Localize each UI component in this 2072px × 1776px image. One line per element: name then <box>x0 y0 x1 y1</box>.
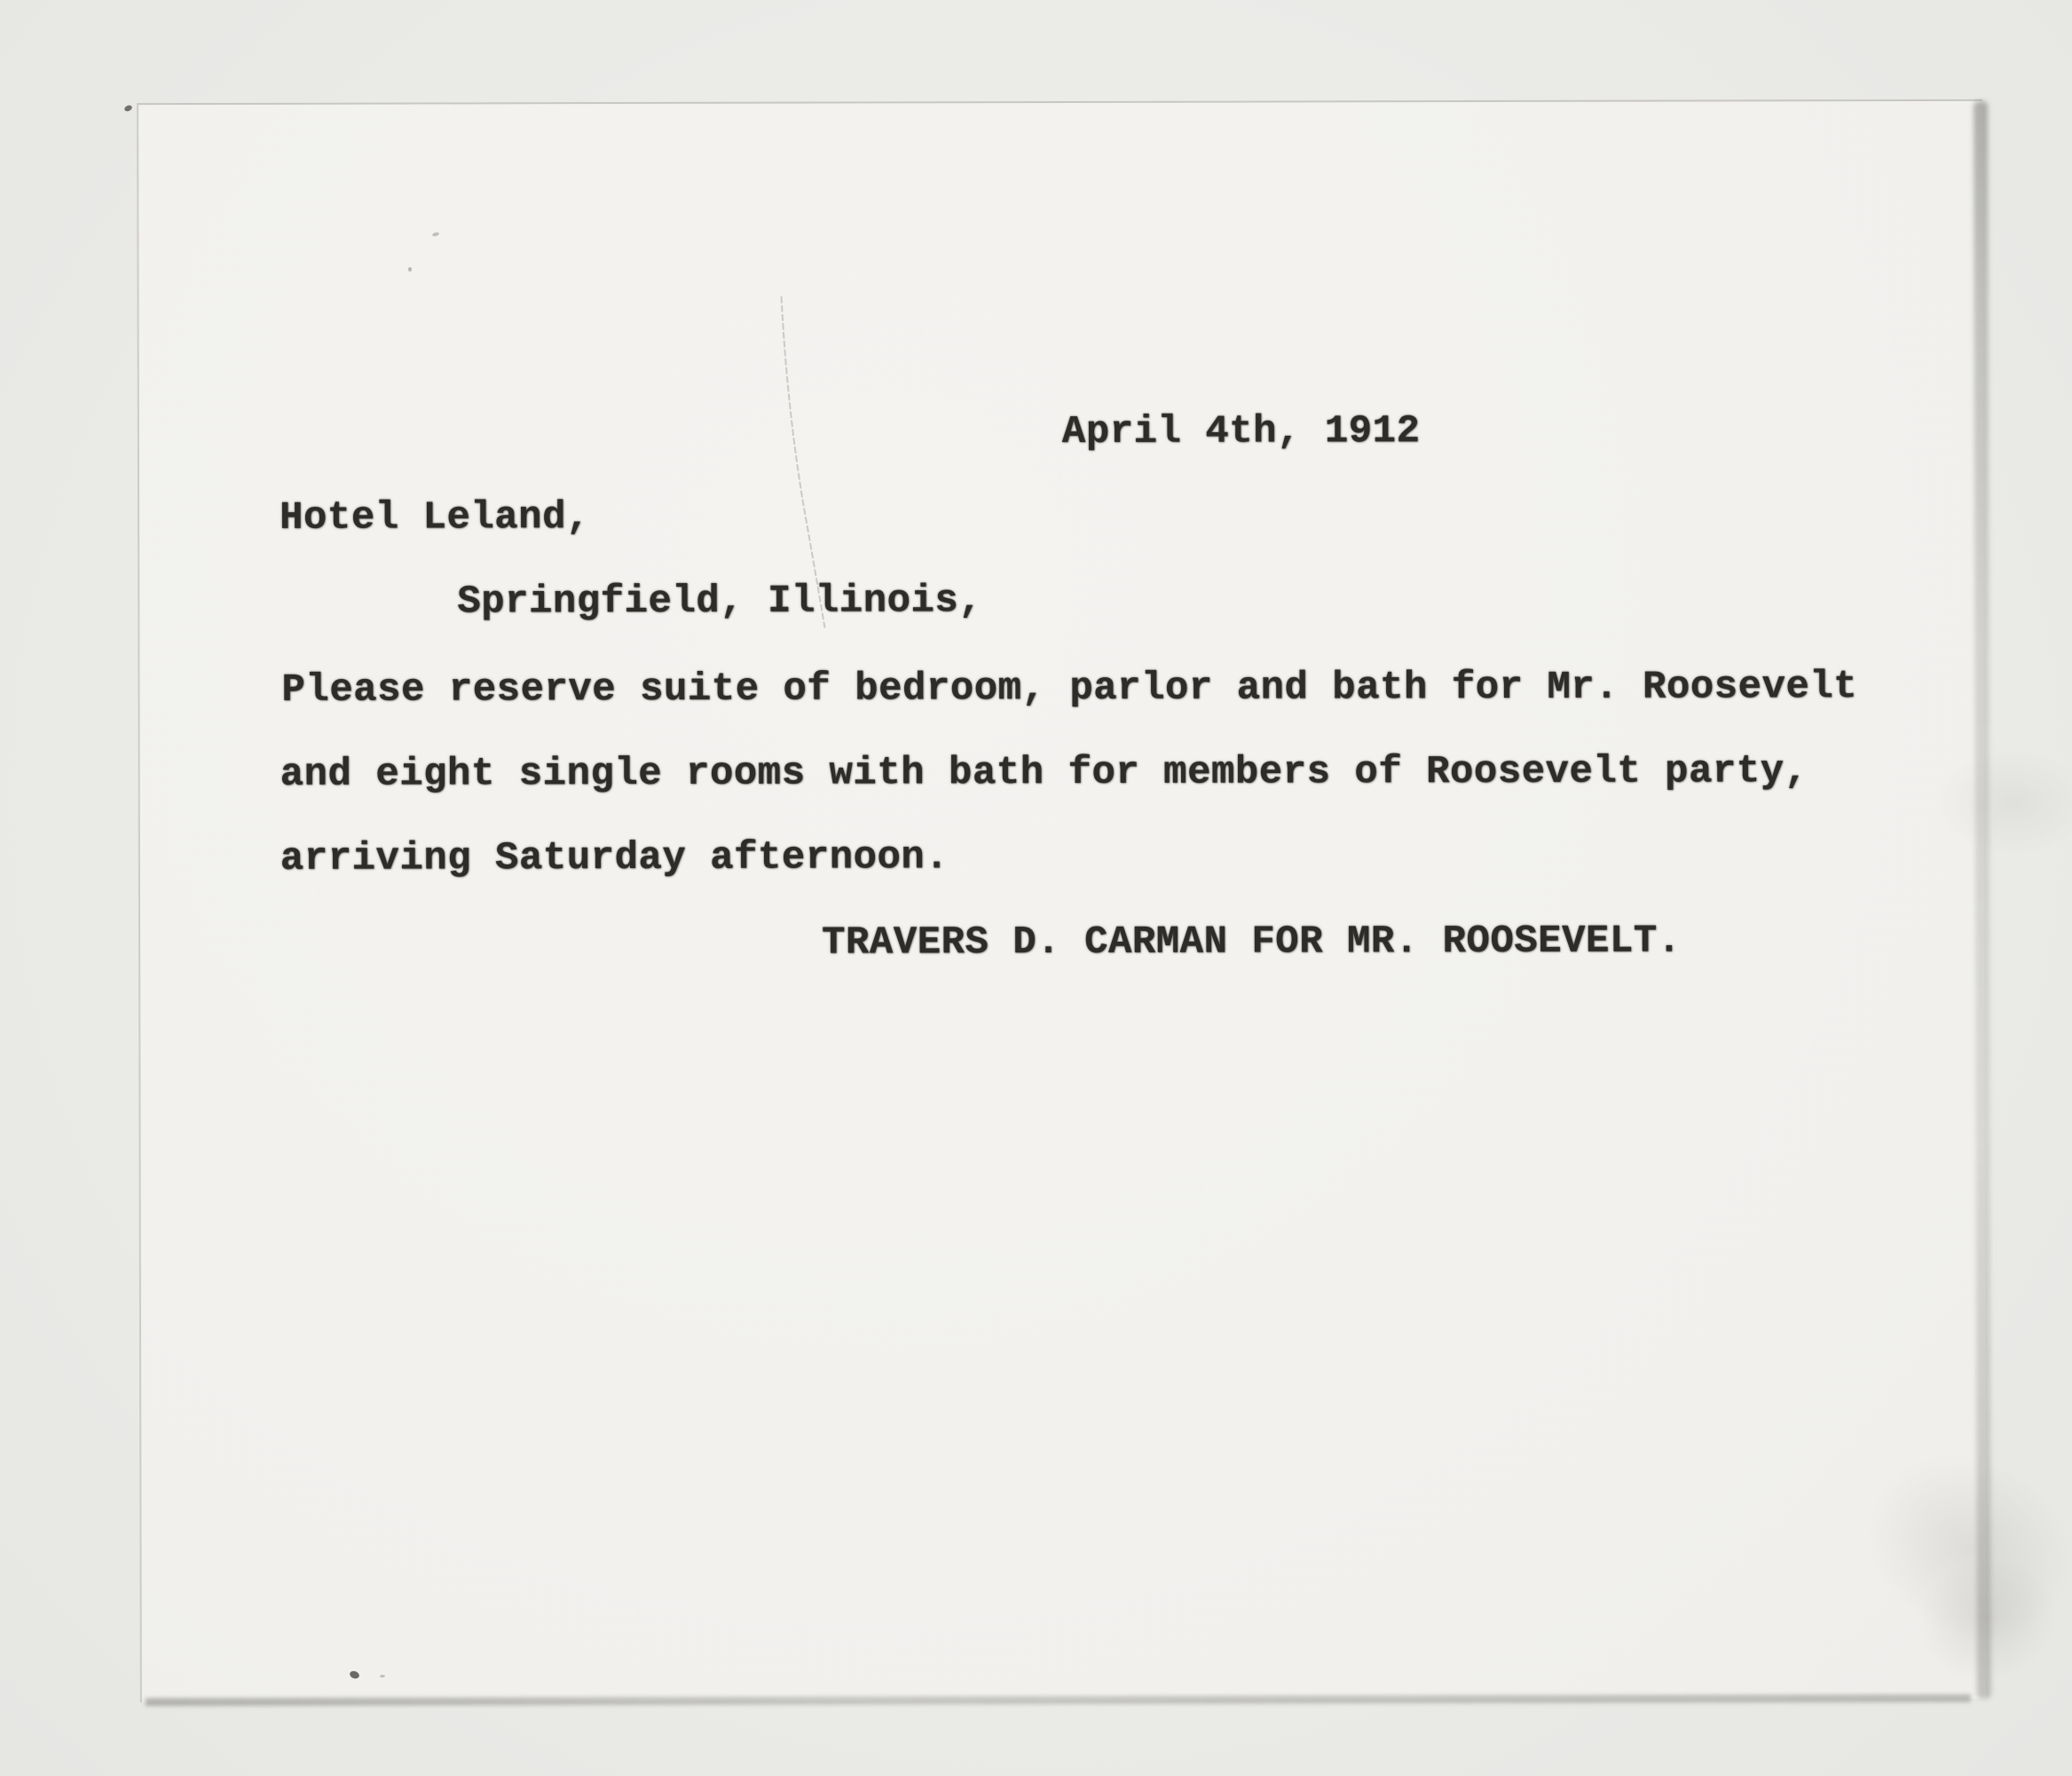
body-line-3: arriving Saturday afternoon. <box>280 835 949 881</box>
signature-line: TRAVERS D. CARMAN FOR MR. ROOSEVELT. <box>822 919 1682 966</box>
paper-sheet <box>137 99 1986 1702</box>
ink-speck <box>408 267 412 272</box>
recipient-name-line: Hotel Leland, <box>280 495 590 541</box>
paper-crease-mark <box>138 101 1988 1704</box>
paper-bottom-edge-shadow <box>146 1694 1971 1706</box>
ink-speck <box>380 1675 385 1677</box>
ink-speck <box>123 104 133 112</box>
pencil-smudge <box>1933 749 2072 856</box>
body-line-1: Please reserve suite of bedroom, parlor and bath for Mr. Roosevelt <box>281 665 1858 713</box>
body-line-2: and eight single rooms with bath for members of Roosevelt party, <box>280 749 1808 797</box>
date-line: April 4th, 1912 <box>1061 409 1421 454</box>
recipient-city-line: Springfield, Illinois, <box>457 579 983 625</box>
paper-right-edge-shadow <box>1974 101 1991 1699</box>
